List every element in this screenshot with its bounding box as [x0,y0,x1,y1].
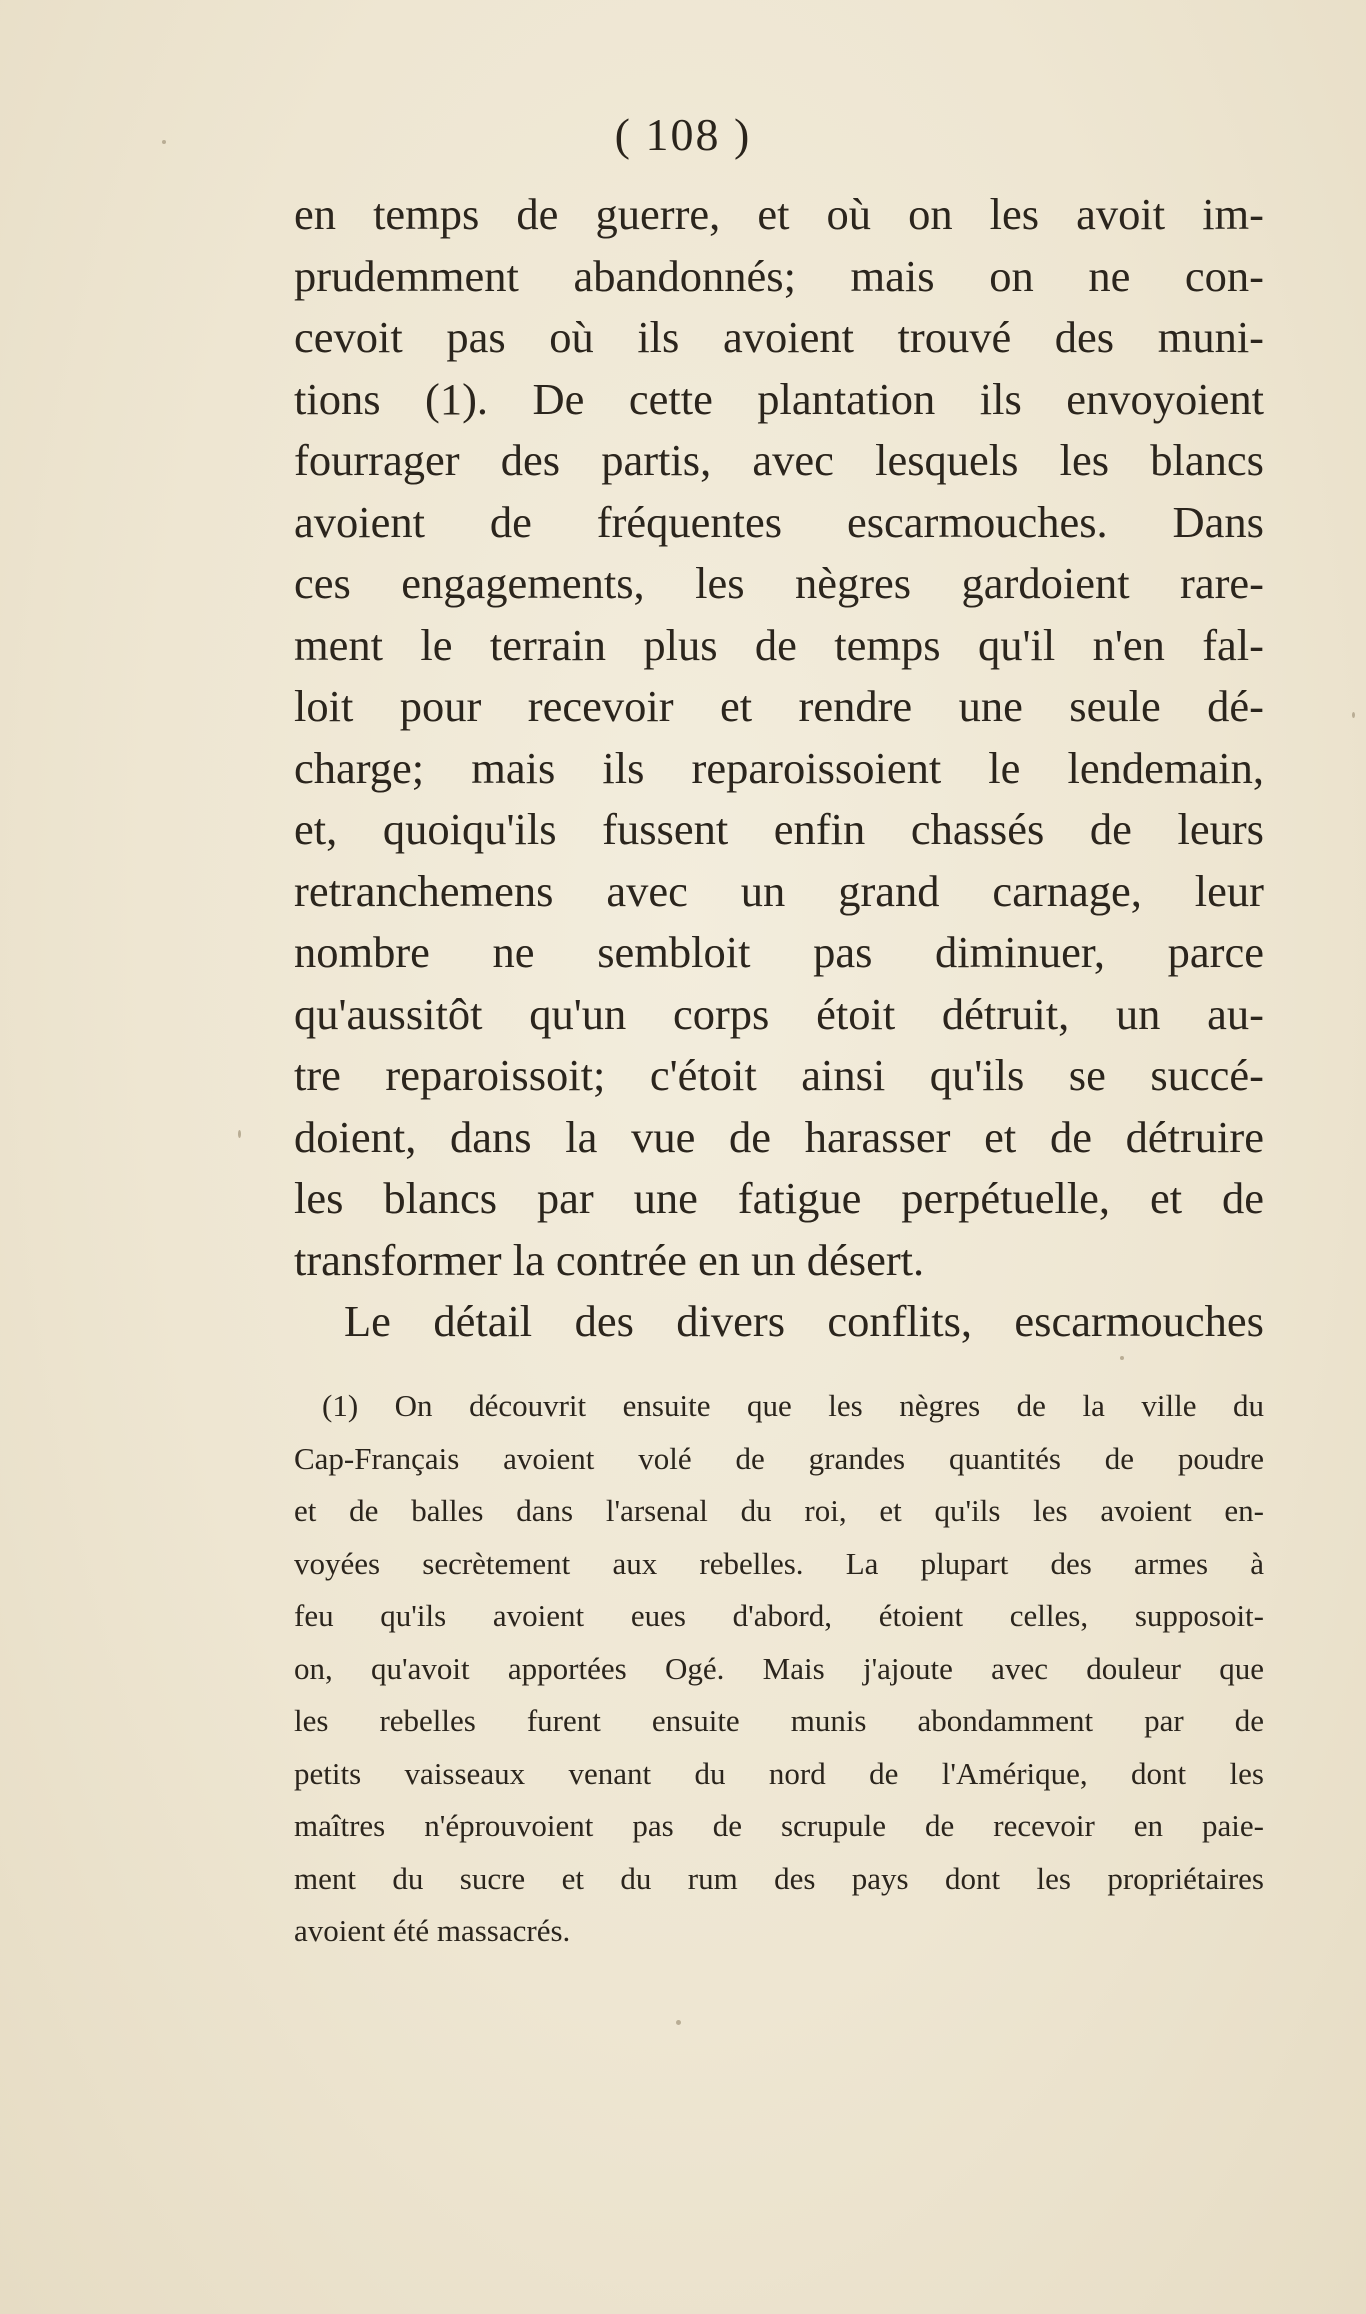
text-line: retranchemens avec un grand carnage, leur [294,865,1264,916]
text-line: avoient de fréquentes escarmouches. Dans [294,496,1264,547]
text-line: fourrager des partis, avec lesquels les blancs [294,435,1264,485]
text-line: ment le terrain plus de temps qu'il n'en fal- [294,619,1264,670]
footnote-line: voyées secrètement aux rebelles. La plupart des armes à [294,1545,1264,1581]
footnote-line: les rebelles furent ensuite munis abondamment par de [294,1703,1264,1738]
paper-speck [1120,1356,1124,1360]
main-text [294,184,1264,1353]
text-line: en temps de guerre, et où on les avoit im- [294,189,1264,239]
paper-speck [676,2020,681,2025]
footnote [294,1380,1264,1958]
paper-speck [238,1130,241,1138]
text-line: les blancs par une fatigue perpétuelle, et de [294,1173,1264,1223]
footnote-line: Cap-Français avoient volé de grandes quantités de poudre [294,1440,1264,1476]
text-line: et, quoiqu'ils fussent enfin chassés de leurs [294,804,1264,854]
text-line: qu'aussitôt qu'un corps étoit détruit, un au- [294,988,1264,1039]
text-line: prudemment abandonnés; mais on ne con- [294,250,1264,301]
text-line: tre reparoissoit; c'étoit ainsi qu'ils se succé- [294,1050,1264,1100]
footnote-line: feu qu'ils avoient eues d'abord, étoient celles, supposoit- [294,1598,1264,1633]
footnote-line: avoient été massacrés. [294,1913,571,1948]
footnote-line: et de balles dans l'arsenal du roi, et qu'ils les avoient en- [294,1493,1264,1528]
text-line: nombre ne sembloit pas diminuer, parce [294,927,1264,977]
page-number: ( 108 ) [614,109,752,160]
footnote-line: maîtres n'éprouvoient pas de scrupule de recevoir en paie- [294,1808,1264,1843]
text-line: doient, dans la vue de harasser et de détruire [294,1111,1264,1162]
text-line: tions (1). De cette plantation ils envoyoient [294,373,1264,424]
footnote-line: on, qu'avoit apportées Ogé. Mais j'ajoute avec douleur que [294,1650,1264,1686]
text-line: transformer la contrée en un désert. [294,1234,925,1285]
text-line: ces engagements, les nègres gardoient rare- [294,558,1264,608]
paragraph-start-line: Le détail des divers conflits, escarmouches [344,1296,1264,1346]
text-line: cevoit pas où ils avoient trouvé des muni- [294,312,1264,362]
paper-speck [162,140,166,144]
paper-speck [1352,712,1355,718]
footnote-line: ment du sucre et du rum des pays dont les propriétaires [294,1860,1264,1896]
footnote-line: (1) On découvrit ensuite que les nègres de la ville du [322,1388,1264,1423]
text-line: loit pour recevoir et rendre une seule dé- [294,681,1264,731]
footnote-line: petits vaisseaux venant du nord de l'Amérique, dont les [294,1755,1264,1791]
text-line: charge; mais ils reparoissoient le lendemain, [294,742,1264,793]
